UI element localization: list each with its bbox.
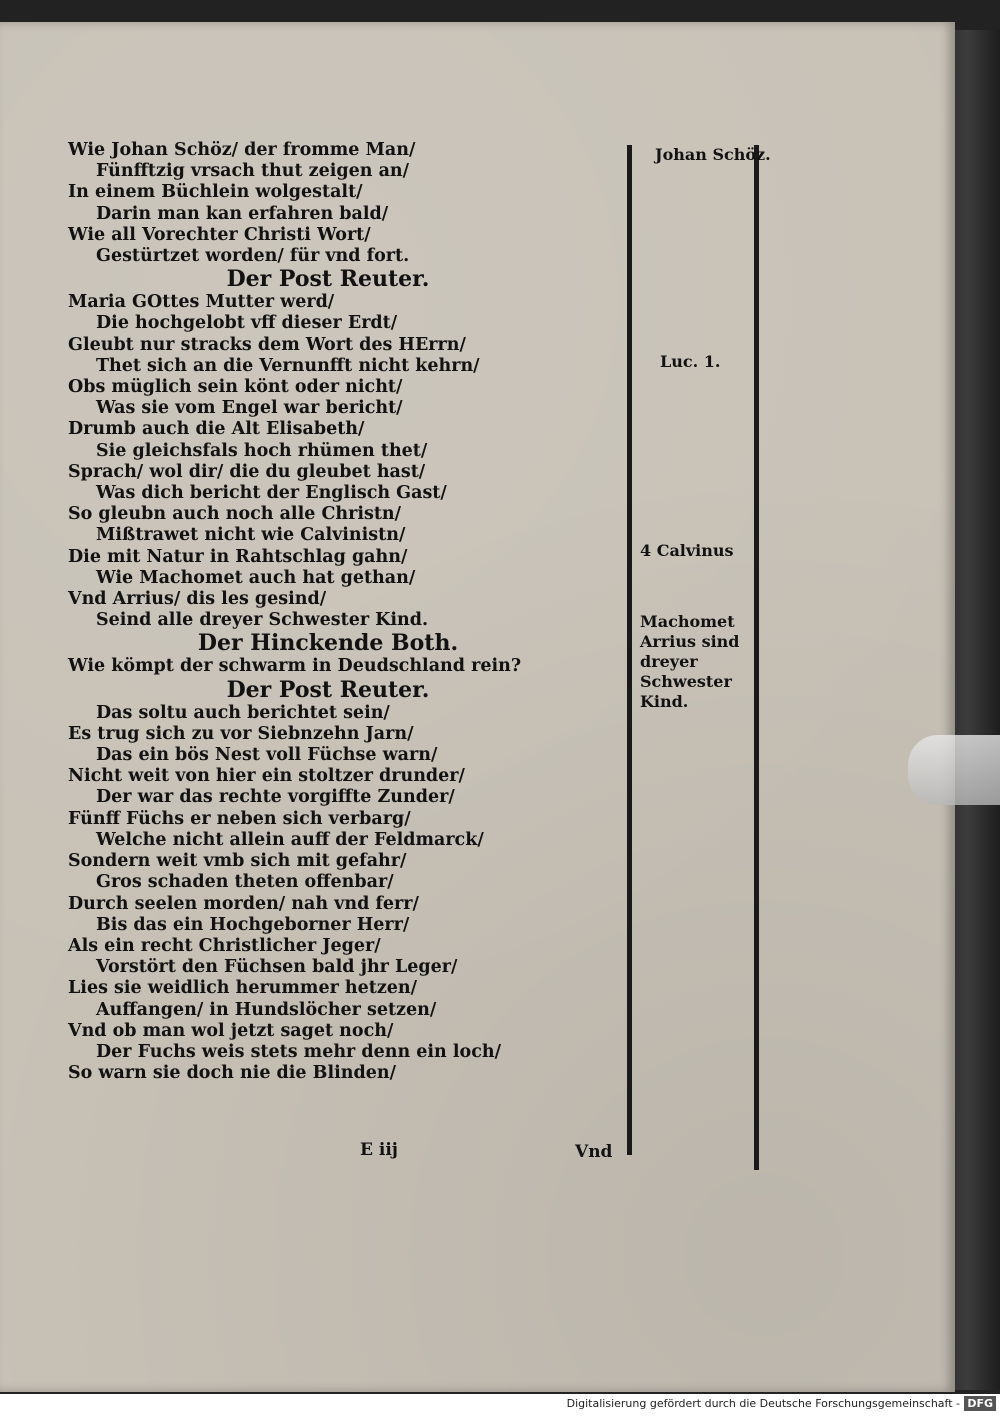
speaker-heading: Der Post Reuter. — [226, 266, 430, 293]
poem-line: So gleubn auch noch alle Christn/ — [68, 504, 402, 525]
poem-line: Das soltu auch berichtet sein/ — [96, 702, 390, 723]
poem-line: Gros schaden theten offenbar/ — [96, 872, 394, 893]
page-clip-tab — [908, 735, 1000, 805]
speaker-heading: Der Post Reuter. — [226, 676, 430, 703]
margin-rule-right — [754, 145, 759, 1170]
poem-line: Vnd ob man wol jetzt saget noch/ — [68, 1020, 394, 1041]
poem-line: Die mit Natur in Rahtschlag gahn/ — [68, 546, 408, 567]
poem-line: In einem Büchlein wolgestalt/ — [68, 182, 363, 203]
poem-line: Es trug sich zu vor Siebnzehn Jarn/ — [68, 723, 414, 744]
poem-line: Was sie vom Engel war bericht/ — [96, 398, 403, 419]
margin-note-luke: Luc. 1. — [660, 352, 721, 371]
footer-bar — [0, 1394, 1000, 1416]
poem-line: Wie kömpt der schwarm in Deudschland rein? — [68, 656, 522, 677]
poem-line: Gleubt nur stracks dem Wort des HErrn/ — [68, 334, 466, 355]
poem-line: Bis das ein Hochgeborner Herr/ — [96, 914, 410, 935]
poem-line: Lies sie weidlich herummer hetzen/ — [68, 978, 418, 999]
poem-line: So warn sie doch nie die Blinden/ — [68, 1063, 396, 1084]
poem-line: Mißtrawet nicht wie Calvinistn/ — [96, 525, 406, 546]
poem-line: Wie Johan Schöz/ der fromme Man/ — [68, 140, 416, 160]
poem-line: Sie gleichsfals hoch rhümen thet/ — [96, 440, 428, 461]
poem-line: Darin man kan erfahren bald/ — [96, 203, 389, 224]
poem-line: Seind alle dreyer Schwester Kind. — [96, 610, 429, 631]
poem-line: Gestürtzet worden/ für vnd fort. — [96, 246, 410, 267]
margin-note-machomet: Machomet Arrius sind dreyer Schwester Kind. — [640, 612, 740, 711]
margin-rule-left — [627, 145, 632, 1155]
poem-line: Das ein bös Nest voll Füchse warn/ — [96, 745, 438, 766]
poem-line: Was dich bericht der Englisch Gast/ — [96, 483, 447, 504]
poem-line: Welche nicht allein auff der Feldmarck/ — [96, 829, 484, 850]
poem-text — [68, 140, 588, 1084]
poem-line: Der war das rechte vorgiffte Zunder/ — [96, 787, 455, 808]
poem-line: Nicht weit von hier ein stoltzer drunder/ — [68, 766, 465, 787]
margin-note-schoez: Johan Schöz. — [655, 145, 771, 164]
poem-line: Fünfftzig vrsach thut zeigen an/ — [96, 161, 410, 182]
poem-line: Wie Machomet auch hat gethan/ — [96, 567, 416, 588]
signature-mark: E iij — [360, 1140, 398, 1160]
poem-line: Maria GOttes Mutter werd/ — [68, 292, 335, 313]
poem-line: Sondern weit vmb sich mit gefahr/ — [68, 851, 407, 872]
poem-line: Vnd Arrius/ dis les gesind/ — [68, 589, 327, 610]
margin-note-calvin: 4 Calvinus — [640, 541, 734, 560]
poem-line: Durch seelen morden/ nah vnd ferr/ — [68, 893, 419, 914]
poem-line: Auffangen/ in Hundslöcher setzen/ — [96, 999, 437, 1020]
poem-line: Vorstört den Füchsen bald jhr Leger/ — [96, 957, 458, 978]
catchword: Vnd — [575, 1142, 613, 1162]
poem-line: Fünff Füchs er neben sich verbarg/ — [68, 808, 411, 829]
poem-line: Als ein recht Christlicher Jeger/ — [68, 935, 381, 956]
poem-line: Der Fuchs weis stets mehr denn ein loch/ — [96, 1041, 501, 1062]
poem-line: Die hochgelobt vff dieser Erdt/ — [96, 313, 398, 334]
dfg-logo: DFG — [964, 1396, 996, 1411]
poem-line: Thet sich an die Vernunfft nicht kehrn/ — [96, 355, 480, 376]
poem-line: Obs müglich sein könt oder nicht/ — [68, 377, 403, 398]
poem-line: Wie all Vorechter Christi Wort/ — [68, 224, 371, 245]
speaker-heading: Der Hinckende Both. — [197, 630, 459, 657]
footer-credit: Digitalisierung gefördert durch die Deutsche Forschungsgemeinschaft - — [566, 1397, 960, 1410]
poem-line: Drumb auch die Alt Elisabeth/ — [68, 419, 365, 440]
poem-line: Sprach/ wol dir/ die du gleubet hast/ — [68, 461, 426, 482]
